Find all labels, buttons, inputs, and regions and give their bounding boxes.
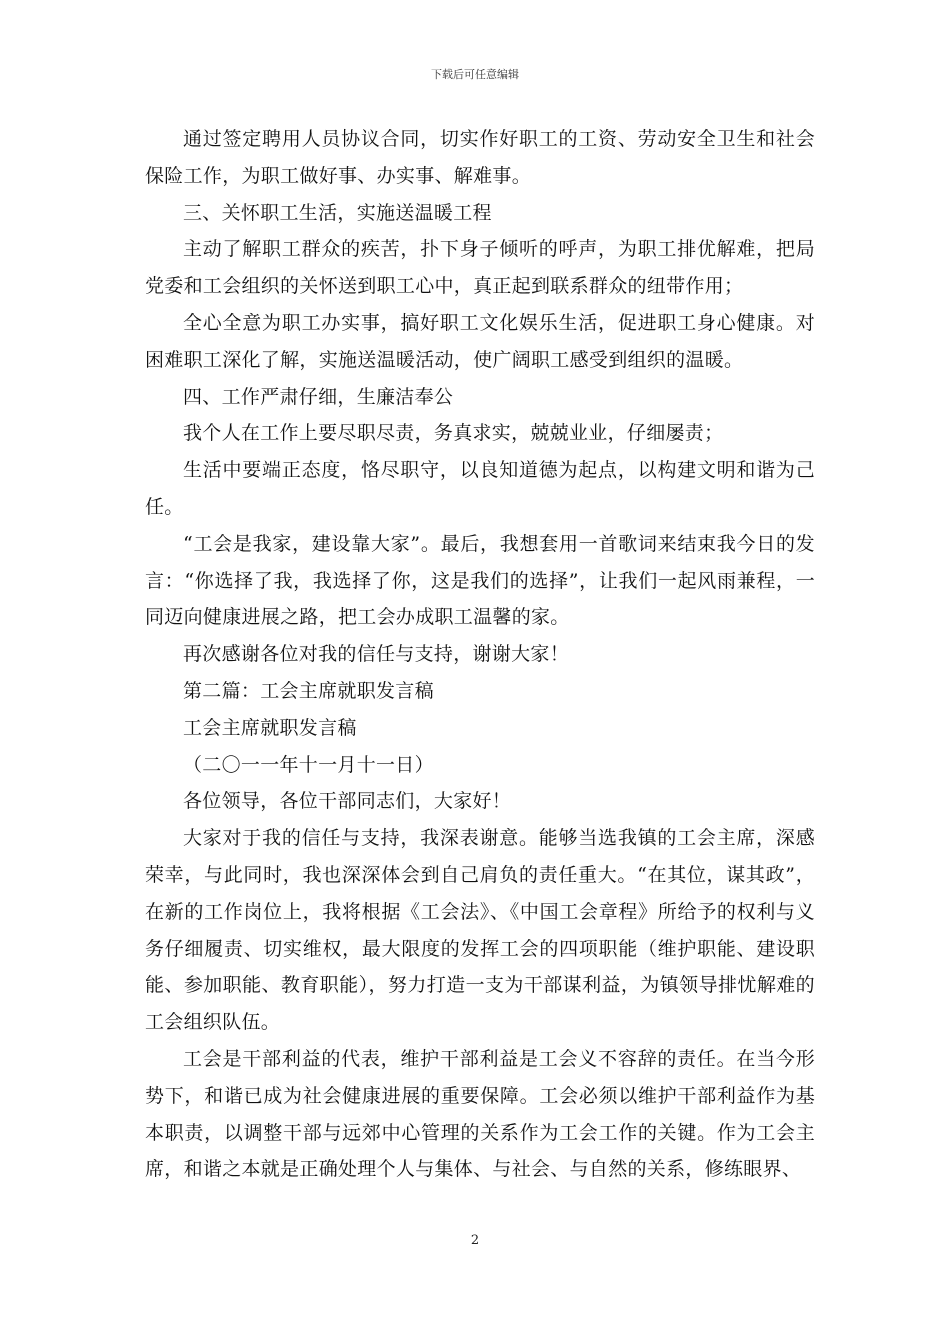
chapter-heading: 第二篇：工会主席就职发言稿 — [183, 679, 434, 702]
document-body — [145, 121, 815, 1188]
section-heading: 四、工作严肃仔细，生廉洁奉公 — [183, 385, 454, 408]
salutation: 各位领导，各位干部同志们，大家好！ — [183, 790, 512, 813]
section-heading: 三、关怀职工生活，实施送温暖工程 — [183, 201, 492, 224]
paragraph: “工会是我家，建设靠大家”。最后，我想套用一首歌词来结束我今日的发言：“你选择了我，我选择了你，这是我们的选择”，让我们一起风雨兼程，一同迈向健康进展之路，把工会办成职工温馨的家。 — [145, 532, 815, 629]
paragraph: 生活中要端正态度，恪尽职守，以良知道德为起点，以构建文明和谐为己任。 — [145, 459, 815, 518]
page-number: 2 — [470, 1233, 480, 1248]
paragraph: 我个人在工作上要尽职尽责，务真求实，兢兢业业，仔细屡责； — [183, 422, 724, 445]
paragraph: 主动了解职工群众的疾苦，扑下身子倾听的呼声，为职工排优解难，把局党委和工会组织的关怀送到职工心中，真正起到联系群众的纽带作用； — [145, 238, 815, 298]
paragraph: 工会是干部利益的代表，维护干部利益是工会义不容辞的责任。在当今形势下，和谐已成为社会健康进展的重要保障。工会必须以维护干部利益作为基本职责，以调整干部与远郊中心管理的关系作为工会工作的关键。作为工会主席，和谐之本就是正确处理个人与集体、与社会、与自然的关系，修练眼界、 — [145, 1047, 815, 1181]
page-header: 下载后可任意编辑 — [431, 68, 519, 81]
speech-title: 工会主席就职发言稿 — [183, 716, 357, 739]
paragraph: 通过签定聘用人员协议合同，切实作好职工的工资、劳动安全卫生和社会保险工作，为职工做好事、办实事、解难事。 — [145, 128, 815, 187]
paragraph: 全心全意为职工办实事，搞好职工文化娱乐生活，促进职工身心健康。对困难职工深化了解，实施送温暖活动，使广阔职工感受到组织的温暖。 — [145, 311, 815, 371]
speech-date: （二〇一一年十一月十一日） — [183, 753, 434, 776]
paragraph: 再次感谢各位对我的信任与支持，谢谢大家！ — [183, 643, 570, 666]
paragraph: 大家对于我的信任与支持，我深表谢意。能够当选我镇的工会主席，深感荣幸，与此同时，我也深深体会到自己肩负的责任重大。“在其位，谋其政”，在新的工作岗位上，我将根据《工会法》、《中国工会章程》所给予的权利与义务仔细履责、切实维权，最大限度的发挥工会的四项职能（维护职能、建设职能、参加职能、教育职能），努力打造一支为干部谋利益，为镇领导排忧解难的工会组织队伍。 — [145, 827, 815, 1034]
